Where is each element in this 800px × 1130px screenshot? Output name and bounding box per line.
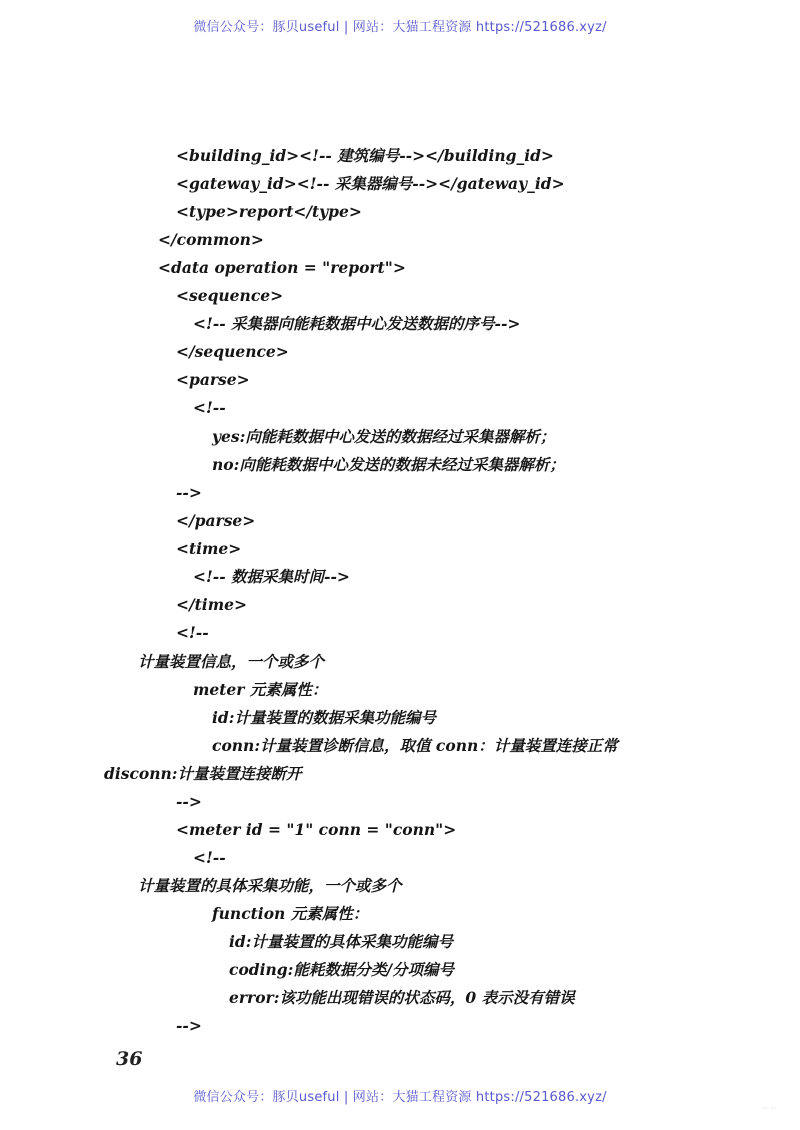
code-line: id:计量装置的数据采集功能编号	[212, 708, 436, 727]
code-line: coding:能耗数据分类/分项编号	[229, 960, 454, 979]
code-line: -->	[176, 1016, 202, 1035]
watermark-top: 微信公众号：豚贝useful | 网站：大猫工程资源 https://521686.xyz/	[193, 20, 607, 35]
code-line: disconn:计量装置连接断开	[104, 764, 302, 783]
code-line: function 元素属性：	[212, 904, 369, 923]
code-line: <type>report</type>	[176, 202, 362, 221]
code-line: id:计量装置的具体采集功能编号	[229, 932, 453, 951]
watermark-bottom: 微信公众号：豚贝useful | 网站：大猫工程资源 https://521686.xyz/	[193, 1090, 607, 1105]
code-line: <gateway_id><!-- 采集器编号--></gateway_id>	[176, 174, 565, 193]
code-line: meter 元素属性：	[193, 680, 328, 699]
code-line: </sequence>	[176, 342, 289, 361]
code-line: <!-- 采集器向能耗数据中心发送数据的序号-->	[193, 314, 521, 333]
code-line: </common>	[158, 230, 264, 249]
code-line: <!--	[176, 623, 209, 642]
code-line: <sequence>	[176, 286, 284, 305]
code-line: 计量装置的具体采集功能，一个或多个	[138, 876, 402, 895]
code-line: yes:向能耗数据中心发送的数据经过采集器解析；	[212, 427, 556, 446]
code-line: <parse>	[176, 370, 250, 389]
corner-mark: ·· ··	[762, 1104, 777, 1114]
code-line: conn:计量装置诊断信息，取值 conn：计量装置连接正常	[212, 736, 618, 755]
code-line: <!-- 数据采集时间-->	[193, 567, 350, 586]
code-line: </time>	[176, 595, 247, 614]
code-line: -->	[176, 483, 202, 502]
code-line: -->	[176, 792, 202, 811]
code-line: <meter id = "1" conn = "conn">	[176, 820, 457, 839]
code-line: no:向能耗数据中心发送的数据未经过采集器解析；	[212, 455, 565, 474]
code-line: </parse>	[176, 511, 256, 530]
code-line: <!--	[193, 398, 226, 417]
code-line: <building_id><!-- 建筑编号--></building_id>	[176, 146, 554, 165]
code-line: <!--	[193, 848, 226, 867]
code-line: error:该功能出现错误的状态码，0 表示没有错误	[229, 988, 575, 1007]
code-line: 计量装置信息，一个或多个	[138, 652, 325, 671]
code-line: <data operation = "report">	[158, 258, 406, 277]
page-number: 36	[116, 1048, 143, 1070]
code-line: <time>	[176, 539, 242, 558]
